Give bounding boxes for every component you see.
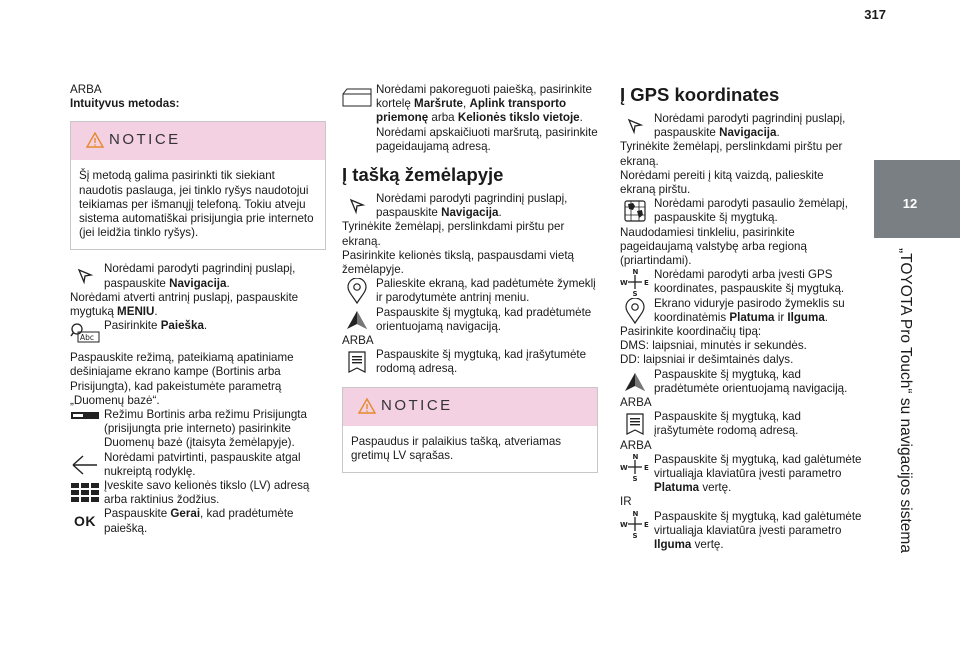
compass-n: N (632, 509, 639, 518)
text: . (824, 310, 829, 324)
text: Norėdami atverti antrinį puslapį, paspauskite mygtuką (70, 290, 299, 319)
arba-label: ARBA (342, 334, 374, 348)
arba-label: ARBA (620, 438, 652, 452)
column-2 (342, 83, 598, 481)
notice-title: NOTICE (109, 131, 181, 149)
step-navigation (70, 262, 326, 290)
step-guidance (620, 368, 862, 396)
step-save (620, 410, 862, 438)
text: Norėdami parodyti pagrindinį puslapį, paspauskite (654, 112, 846, 140)
text-bold: Gerai (170, 507, 201, 521)
chapter-title-vertical (894, 248, 918, 668)
step-ok (70, 507, 326, 535)
text-bold: Ilguma (787, 310, 825, 324)
text: Pasirinkite (104, 319, 161, 333)
step-navigation (620, 112, 862, 140)
notice-text: Šį metodą galima pasirinkti tik siekiant naudotis paslauga, jei tinklo ryšys naudotojui teikiamas per išmanųjį telefoną. Tokiu atveju sistema automatiškai prisijungia prie interneto (jei leidžia tinklo ryšys). (79, 169, 314, 240)
ir-label: IR (620, 495, 632, 509)
chapter-number: 12 (902, 196, 918, 211)
paragraph: Pasirinkite koordinačių tipą: (620, 325, 762, 339)
step-pin (342, 277, 598, 305)
compass-s: S (632, 290, 638, 297)
compass-w: W (620, 520, 628, 529)
step-back (70, 451, 326, 479)
step-keyboard (70, 479, 326, 507)
text: . Norėdami apskaičiuoti maršrutą, pasirinkite pageidaujamą adresą. (376, 111, 598, 153)
text: Įveskite savo kelionės tikslo (LV) adresą arba raktinius žodžius. (104, 479, 310, 507)
paragraph: DD: laipsniai ir dešimtainės dalys. (620, 353, 794, 367)
world-map-icon (620, 197, 650, 225)
compass-icon (620, 453, 650, 481)
text: , (463, 97, 470, 111)
text: Paspauskite šį mygtuką, kad įrašytumėte rodomą adresą. (654, 410, 801, 438)
step-gps (620, 268, 862, 296)
text-bold: Platuma (729, 310, 775, 324)
text: arba (428, 111, 458, 125)
chapter-tab (874, 160, 960, 238)
compass-s: S (632, 474, 638, 481)
text: , kad pradėtumėte paiešką. (104, 507, 294, 535)
text: . (154, 305, 158, 319)
paragraph: Naudodamiesi tinkleliu, pasirinkite pageidaujamą valstybę arba regioną (priartindami). (620, 225, 807, 268)
text: Režimu Bortinis arba režimu Prisijungta (prisijungta prie interneto) pasirinkite Duomenų bazė (įtaisyta žemėlapyje). (104, 408, 307, 450)
compass-e: E (644, 279, 649, 288)
text: Paspauskite šį mygtuką, kad pradėtumėte orientuojamą navigaciją. (654, 367, 848, 395)
paragraph: DMS: laipsniai, minutės ir sekundės. (620, 339, 807, 353)
compass-icon (620, 510, 650, 538)
text: Norėdami pakoreguoti paiešką, pasirinkite kortelę (376, 83, 592, 111)
column-3 (620, 78, 862, 552)
text: Palieskite ekraną, kad padėtumėte žymeklį ir parodytumėte antrinį meniu. (376, 277, 596, 305)
notice-title: NOTICE (381, 396, 453, 414)
paragraph: Norėdami pereiti į kitą vaizdą, palieskite ekraną pirštu. (620, 168, 824, 197)
text: Norėdami parodyti arba įvesti GPS koordinates, paspauskite šį mygtuką. (654, 268, 845, 296)
arba-label: ARBA (620, 396, 652, 410)
text: Ekrano viduryje pasirodo žymeklis su koordinatėmis (654, 296, 845, 324)
text: Norėdami parodyti pagrindinį puslapį, paspauskite (376, 192, 568, 220)
text: Norėdami parodyti pasaulio žemėlapį, paspauskite šį mygtuką. (654, 197, 848, 225)
map-pin-icon (620, 297, 650, 325)
text: Norėdami parodyti pagrindinį puslapį, paspauskite (104, 262, 296, 290)
step-refine (342, 83, 598, 154)
guidance-arrow-icon (342, 306, 372, 334)
text: . (776, 126, 780, 140)
paragraph: Paspauskite režimą, pateikiamą apatiniame dešiniajame ekrano kampe (Bortinis arba Prisijungta), kad pakeistumėte parametrą „Duomenų bazė“. (70, 351, 294, 407)
text: Paspauskite šį mygtuką, kad galėtumėte virtualiąja klaviatūra įvesti parametro (654, 452, 862, 481)
step-search (70, 319, 326, 345)
text-bold: Platuma (654, 481, 700, 495)
compass-n: N (632, 268, 639, 277)
step-save (342, 348, 598, 376)
text: ir (774, 310, 788, 324)
compass-w: W (620, 463, 628, 472)
guidance-arrow-icon (620, 368, 650, 396)
text: vertę. (699, 481, 732, 495)
step-latitude (620, 453, 862, 496)
text-bold: Maršrute (414, 97, 463, 111)
arba-label: ARBA (70, 83, 102, 96)
toggle-icon (70, 408, 100, 424)
paragraph: Tyrinėkite žemėlapį, perslinkdami pirštu per ekraną. (620, 140, 843, 168)
text-bold: Navigacija (719, 126, 777, 140)
compass-w: W (620, 279, 628, 288)
step-longitude (620, 510, 862, 553)
column-1 (70, 83, 326, 536)
text-bold: Kelionės tikslo vietoje (457, 111, 580, 125)
search-abc-icon (70, 319, 100, 347)
svg-text:Abc: Abc (80, 333, 95, 343)
step-cursor (620, 297, 862, 325)
step-guidance (342, 306, 598, 334)
compass-n: N (632, 452, 639, 461)
navigation-arrow-icon (70, 262, 100, 290)
ok-icon: OK (74, 513, 96, 530)
chapter-title: „TOYOTA Pro Touch“ su navigacijos sistema (897, 248, 914, 553)
compass-icon (620, 268, 650, 296)
section-heading-gps: Į GPS koordinates (620, 84, 780, 105)
text-bold: Aplink transporto priemonę (376, 97, 567, 125)
text: vertę. (691, 538, 724, 552)
text: Paspauskite (104, 507, 171, 521)
paragraph (70, 291, 326, 319)
text: . (498, 206, 502, 220)
compass-e: E (644, 463, 649, 472)
navigation-arrow-icon (342, 192, 372, 220)
step-world-map (620, 197, 862, 225)
paragraph: Pasirinkite kelionės tikslą, paspausdami vietą žemėlapyje. (342, 248, 574, 277)
text: Paspauskite šį mygtuką, kad įrašytumėte rodomą adresą. (376, 348, 587, 376)
navigation-arrow-icon (620, 112, 650, 140)
section-heading-map-point: Į tašką žemėlapyje (342, 164, 504, 186)
page-number: 317 (864, 7, 886, 22)
tab-card-icon (342, 83, 372, 111)
warning-icon (86, 132, 104, 148)
notice-box (342, 387, 598, 473)
map-pin-icon (342, 277, 372, 305)
step-navigation (342, 192, 598, 220)
back-arrow-icon (70, 451, 100, 479)
text-bold: Navigacija (441, 206, 499, 220)
save-address-icon (342, 348, 372, 376)
step-database (70, 408, 326, 451)
text-bold: Navigacija (169, 276, 227, 290)
text: . (226, 276, 230, 290)
keyboard-icon (70, 479, 100, 507)
save-address-icon (620, 410, 650, 438)
intuitive-method-heading: Intuityvus metodas: (70, 97, 180, 111)
notice-text: Paspaudus ir palaikius tašką, atveriamas gretimų LV sąrašas. (351, 434, 562, 462)
compass-s: S (632, 531, 638, 538)
text: . (203, 319, 208, 333)
text-bold: Ilguma (654, 538, 692, 552)
notice-header (71, 122, 325, 160)
text: Norėdami patvirtinti, paspauskite atgal nukreiptą rodyklę. (104, 450, 301, 478)
text-bold: Paieška (160, 319, 204, 333)
notice-header (343, 388, 597, 426)
warning-icon (358, 398, 376, 414)
text: Paspauskite šį mygtuką, kad galėtumėte virtualiąja klaviatūra įvesti parametro (654, 509, 862, 537)
paragraph: Tyrinėkite žemėlapį, perslinkdami pirštu per ekraną. (342, 220, 565, 248)
notice-box (70, 121, 326, 250)
text: Paspauskite šį mygtuką, kad pradėtumėte orientuojamą navigaciją. (376, 305, 592, 333)
text-bold: MENIU (117, 305, 155, 319)
compass-e: E (644, 520, 649, 529)
